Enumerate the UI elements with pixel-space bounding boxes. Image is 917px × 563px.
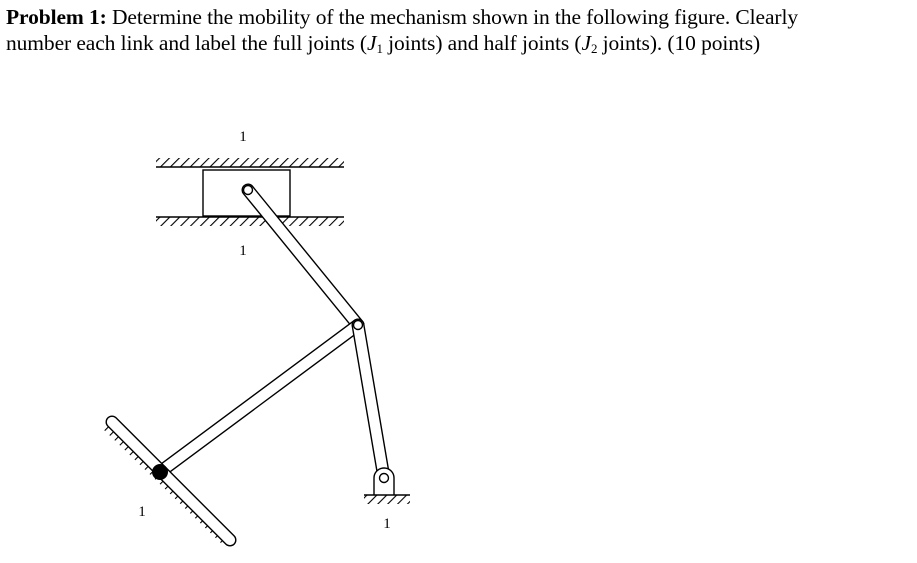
- coupler-link: [248, 190, 358, 325]
- pivot-ground-hatching: [364, 495, 410, 504]
- top-rail-hatching: [156, 158, 344, 167]
- problem-label: Problem 1:: [6, 5, 107, 29]
- problem-text-line-2a: number each link and label the full joints (: [6, 31, 367, 55]
- long-link: [160, 325, 358, 472]
- j2-symbol: J: [581, 31, 591, 55]
- bottom-rail-hatching: [156, 217, 344, 226]
- bottom-ground-rail: [156, 217, 344, 226]
- rocker-link: [358, 325, 384, 478]
- ground-pivot-pin: [380, 474, 389, 483]
- ground-label-top: 1: [239, 129, 247, 145]
- top-ground-rail: [156, 158, 344, 167]
- problem-text-line-1: Determine the mobility of the mechanism shown in the following figure. Clearly: [112, 5, 799, 29]
- inclined-rail-pivot: [152, 464, 168, 480]
- j2-subscript: 2: [590, 41, 598, 56]
- coupler-link-fill: [248, 190, 358, 325]
- j1-subscript: 1: [376, 41, 383, 56]
- ground-label-right: 1: [383, 516, 391, 532]
- rocker-link-fill: [358, 325, 384, 478]
- bottom-ground-pivot: [364, 468, 410, 504]
- j1-symbol: J: [367, 31, 377, 55]
- long-link-fill: [160, 325, 358, 472]
- problem-text-line-2b: joints) and half joints (: [382, 31, 582, 55]
- slider-pin-joint: [244, 186, 253, 195]
- upper-pin-joint: [354, 321, 363, 330]
- ground-label-left: 1: [138, 504, 146, 520]
- ground-label-middle: 1: [239, 243, 247, 259]
- problem-text-line-2c: joints). (10 points): [597, 31, 761, 55]
